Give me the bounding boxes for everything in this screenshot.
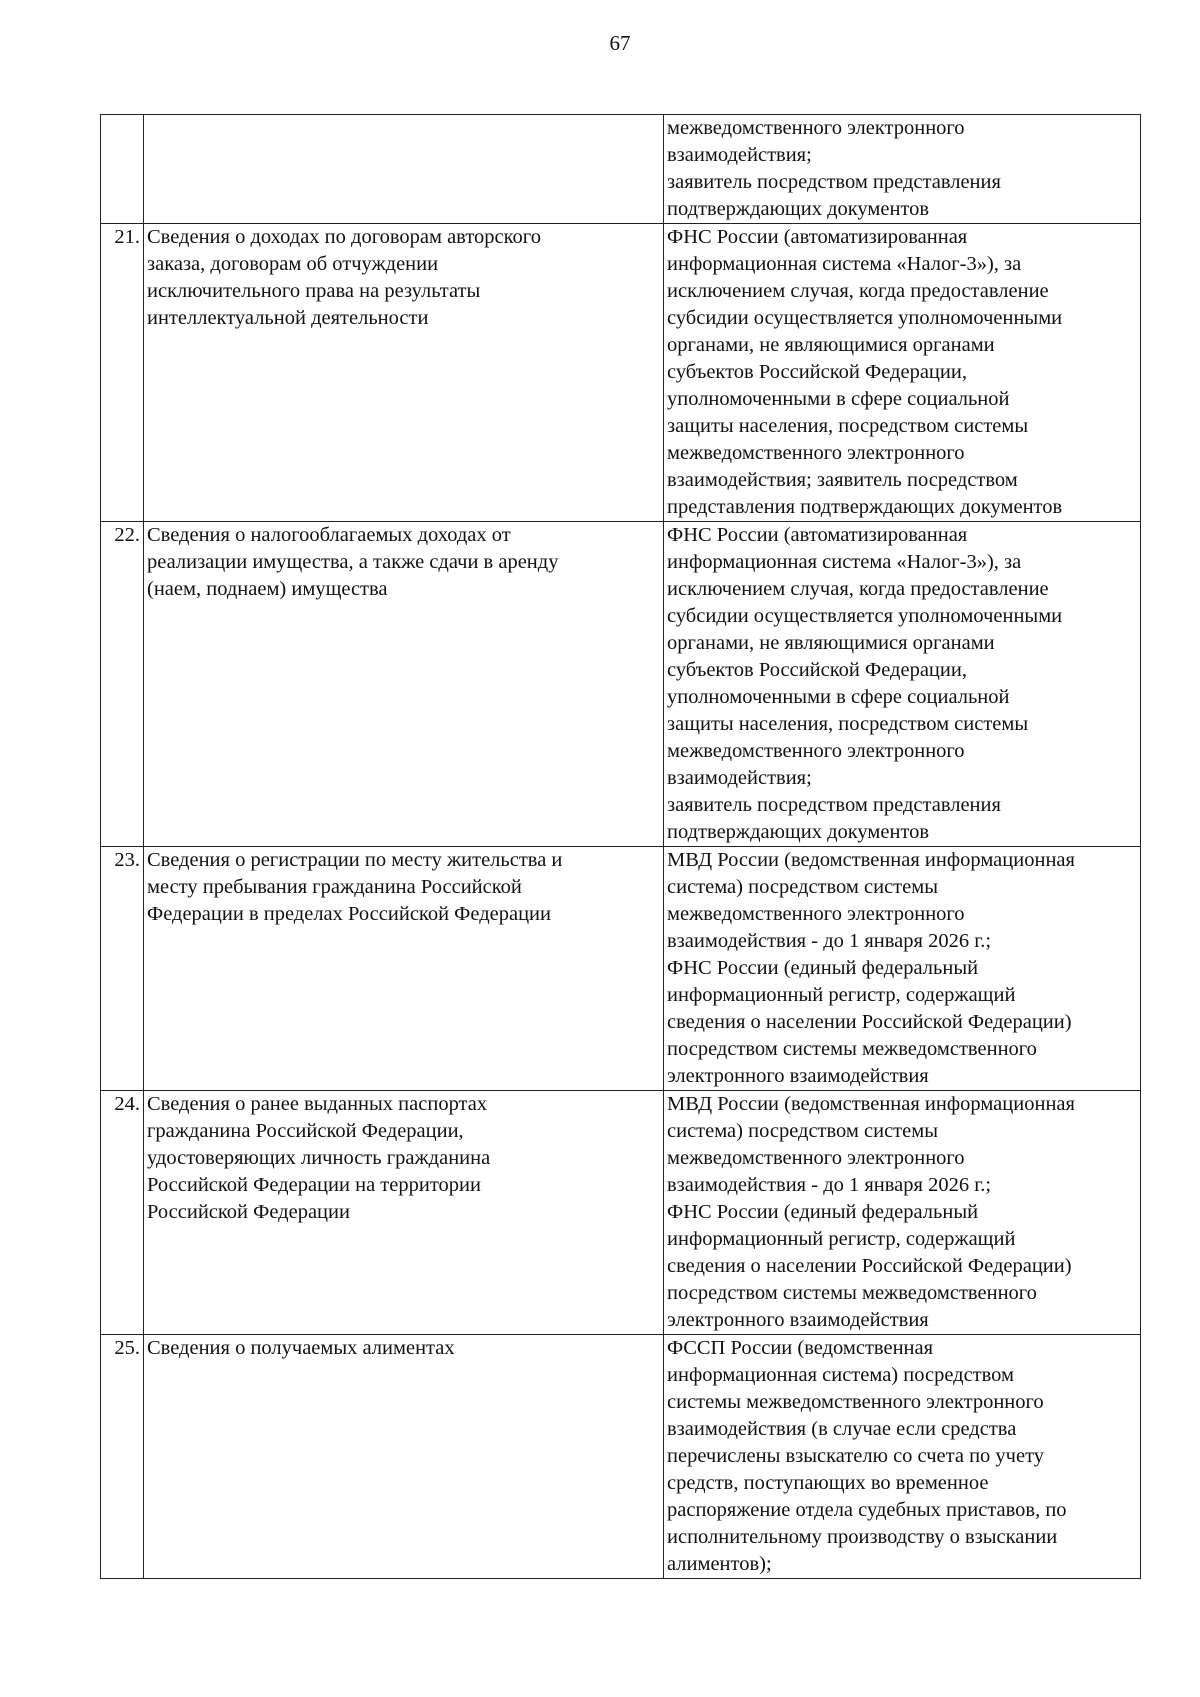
source-line: межведомственного электронного <box>667 740 965 762</box>
source-line: уполномоченными в сфере социальной <box>667 686 1010 708</box>
description-line: Федерации в пределах Российской Федерации <box>147 903 551 925</box>
source-line: информационный регистр, содержащий <box>667 984 1016 1006</box>
description-line: удостоверяющих личность гражданина <box>147 1147 491 1169</box>
source-line: заявитель посредством представления <box>667 171 1001 193</box>
source-line: межведомственного электронного <box>667 442 965 464</box>
source-line: информационная система «Налог-3»), за <box>667 551 1022 573</box>
table-row <box>101 522 1141 847</box>
row-number: 22. <box>101 522 144 847</box>
description-line: Российской Федерации на территории <box>147 1174 481 1196</box>
source-line: представления подтверждающих документов <box>667 496 1063 518</box>
source-line: посредством системы межведомственного <box>667 1282 1037 1304</box>
source-line: алиментов); <box>667 1553 772 1575</box>
source-line: субъектов Российской Федерации, <box>667 361 967 383</box>
description-line: Сведения о получаемых алиментах <box>147 1337 455 1359</box>
source-line: ФНС России (автоматизированная <box>667 524 968 546</box>
information-source <box>664 1091 1141 1335</box>
source-line: защиты населения, посредством системы <box>667 713 1029 735</box>
table-row <box>101 115 1141 224</box>
source-line: органами, не являющимися органами <box>667 334 995 356</box>
information-description <box>144 522 664 847</box>
page-number: 67 <box>609 31 631 55</box>
information-description <box>144 1091 664 1335</box>
source-line: исключением случая, когда предоставление <box>667 578 1049 600</box>
description-line: заказа, договорам об отчуждении <box>147 253 439 275</box>
source-line: информационная система «Налог-3»), за <box>667 253 1022 275</box>
source-line: ФССП России (ведомственная <box>667 1337 934 1359</box>
source-line: взаимодействия - до 1 января 2026 г.; <box>667 1174 992 1196</box>
source-line: системы межведомственного электронного <box>667 1391 1044 1413</box>
source-line: информационный регистр, содержащий <box>667 1228 1016 1250</box>
description-line: Сведения о регистрации по месту жительства и <box>147 849 563 871</box>
source-line: система) посредством системы <box>667 876 938 898</box>
source-line: сведения о населении Российской Федерации) <box>667 1011 1072 1033</box>
source-line: защиты населения, посредством системы <box>667 415 1029 437</box>
row-number: 24. <box>101 1091 144 1335</box>
description-line: Сведения о налогооблагаемых доходах от <box>147 524 511 546</box>
row-number: 21. <box>101 224 144 522</box>
source-line: межведомственного электронного <box>667 117 965 139</box>
information-description <box>144 1335 664 1579</box>
description-line: реализации имущества, а также сдачи в аренду <box>147 551 559 573</box>
table-body <box>101 115 1141 1579</box>
information-source <box>664 522 1141 847</box>
source-line: исполнительному производству о взыскании <box>667 1526 1058 1548</box>
row-number: 23. <box>101 847 144 1091</box>
source-line: электронного взаимодействия <box>667 1065 929 1087</box>
description-line: исключительного права на результаты <box>147 280 481 302</box>
source-line: межведомственного электронного <box>667 1147 965 1169</box>
table-row <box>101 1091 1141 1335</box>
source-line: система) посредством системы <box>667 1120 938 1142</box>
information-source <box>664 1335 1141 1579</box>
source-line: ФНС России (единый федеральный <box>667 1201 979 1223</box>
information-source <box>664 224 1141 522</box>
description-line: месту пребывания гражданина Российской <box>147 876 522 898</box>
information-description <box>144 224 664 522</box>
source-line: взаимодействия; <box>667 767 812 789</box>
source-line: МВД России (ведомственная информационная <box>667 849 1075 871</box>
source-line: посредством системы межведомственного <box>667 1038 1037 1060</box>
source-line: взаимодействия (в случае если средства <box>667 1418 1017 1440</box>
source-line: субъектов Российской Федерации, <box>667 659 967 681</box>
source-line: межведомственного электронного <box>667 903 965 925</box>
information-source <box>664 115 1141 224</box>
source-line: сведения о населении Российской Федерации) <box>667 1255 1072 1277</box>
source-line: МВД России (ведомственная информационная <box>667 1093 1075 1115</box>
source-line: ФНС России (автоматизированная <box>667 226 968 248</box>
source-line: распоряжение отдела судебных приставов, по <box>667 1499 1067 1521</box>
source-line: заявитель посредством представления <box>667 794 1001 816</box>
source-line: взаимодействия; заявитель посредством <box>667 469 1018 491</box>
description-line: интеллектуальной деятельности <box>147 307 429 329</box>
row-number: 25. <box>101 1335 144 1579</box>
source-line: информационная система) посредством <box>667 1364 1015 1386</box>
source-line: ФНС России (единый федеральный <box>667 957 979 979</box>
source-line: субсидии осуществляется уполномоченными <box>667 307 1063 329</box>
source-line: органами, не являющимися органами <box>667 632 995 654</box>
source-line: взаимодействия - до 1 января 2026 г.; <box>667 930 992 952</box>
information-source <box>664 847 1141 1091</box>
row-number <box>101 115 144 224</box>
description-line: Сведения о ранее выданных паспортах <box>147 1093 488 1115</box>
source-line: электронного взаимодействия <box>667 1309 929 1331</box>
document-table <box>100 114 1141 1579</box>
source-line: средств, поступающих во временное <box>667 1472 989 1494</box>
description-line: (наем, поднаем) имущества <box>147 578 388 600</box>
source-line: исключением случая, когда предоставление <box>667 280 1049 302</box>
source-line: перечислены взыскателю со счета по учету <box>667 1445 1045 1467</box>
table-row <box>101 1335 1141 1579</box>
source-line: подтверждающих документов <box>667 821 930 843</box>
description-line: Российской Федерации <box>147 1201 350 1223</box>
information-description <box>144 115 664 224</box>
table-row <box>101 847 1141 1091</box>
source-line: уполномоченными в сфере социальной <box>667 388 1010 410</box>
source-line: взаимодействия; <box>667 144 812 166</box>
source-line: субсидии осуществляется уполномоченными <box>667 605 1063 627</box>
description-line: Сведения о доходах по договорам авторского <box>147 226 541 248</box>
information-description <box>144 847 664 1091</box>
description-line: гражданина Российской Федерации, <box>147 1120 464 1142</box>
source-line: подтверждающих документов <box>667 198 930 220</box>
table-row <box>101 224 1141 522</box>
